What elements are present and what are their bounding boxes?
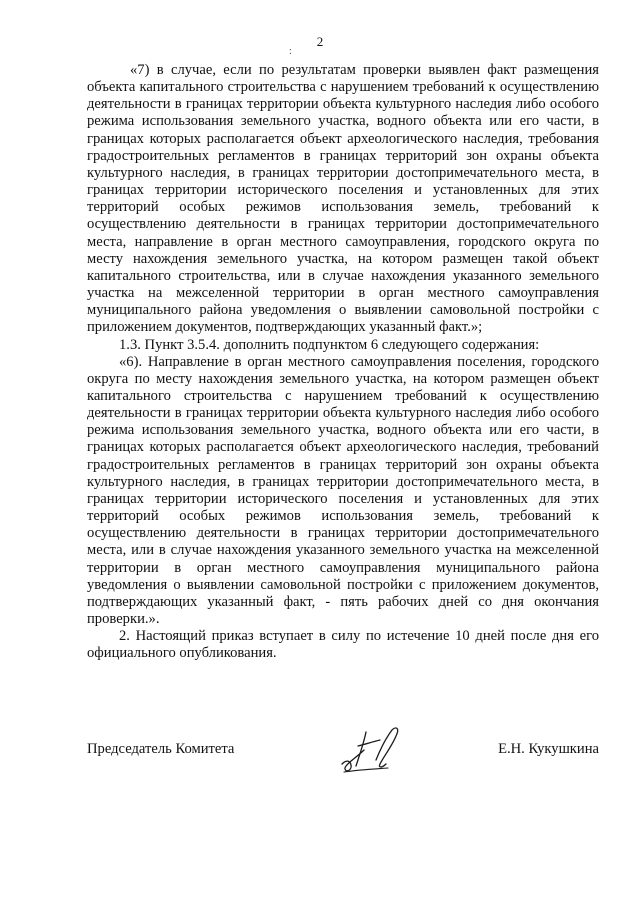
paragraph-clause-2: 2. Настоящий приказ вступает в силу по истечение 10 дней после дня его официального опубликования.	[87, 628, 599, 662]
signatory-title: Председатель Комитета	[87, 741, 235, 757]
page-number: 2	[316, 34, 324, 49]
scan-speck: :	[289, 46, 292, 57]
document-body	[87, 62, 599, 662]
paragraph-clause-1-3: 1.3. Пункт 3.5.4. дополнить подпунктом 6 следующего содержания:	[119, 336, 540, 353]
paragraph-item-7: «7) в случае, если по результатам проверки выявлен факт размещения объекта капитального строительства с нарушением требований к осуществлению деятельности в границах территории объекта культурного наследия либо особого режима использования земельного участка, водного объекта или его части, в границах которых располагается объект археологического наследия, требования градостроительных регламентов в границах территорий зон охраны объекта культурного наследия, в границах территории достопримечательного места, в границах территории исторического поселения и установленных для этих территорий особых режимов использования земель, требований к осуществлению деятельности в границах территории достопримечательного места, направление в орган местного самоуправления, городского округа по месту нахождения земельного участка, на котором размещен такой объект капитального строительства, или в случае нахождения указанного земельного участка на межселенной территории в орган местного самоуправления муниципального района уведомления о выявлении самовольной постройки с приложением документов, подтверждающих указанный факт.»;	[87, 62, 599, 336]
signatory-name: Е.Н. Кукушкина	[498, 741, 599, 757]
handwritten-signature-icon	[336, 720, 414, 778]
paragraph-item-6: «6). Направление в орган местного самоуправления поселения, городского округа по месту нахождения земельного участка, на котором размещен объект капитального строительства с нарушением требований к осуществлению деятельности в границах территории объекта культурного наследия либо особого режима использования земельного участка, водного объекта или его части, в границах которых располагается объект археологического наследия, требований градостроительных регламентов в границах территорий зон охраны объекта культурного наследия, в границах территории достопримечательного места, в границах территории исторического поселения и установленных для этих территорий особых режимов использования земель, требований к осуществлению деятельности в границах территории достопримечательного места, или в случае нахождения указанного земельного участка на межселенной территории в орган местного самоуправления муниципального района уведомления о выявлении самовольной постройки с приложением документов, подтверждающих указанный факт, - пять рабочих дней со дня окончания проверки.».	[87, 353, 599, 627]
